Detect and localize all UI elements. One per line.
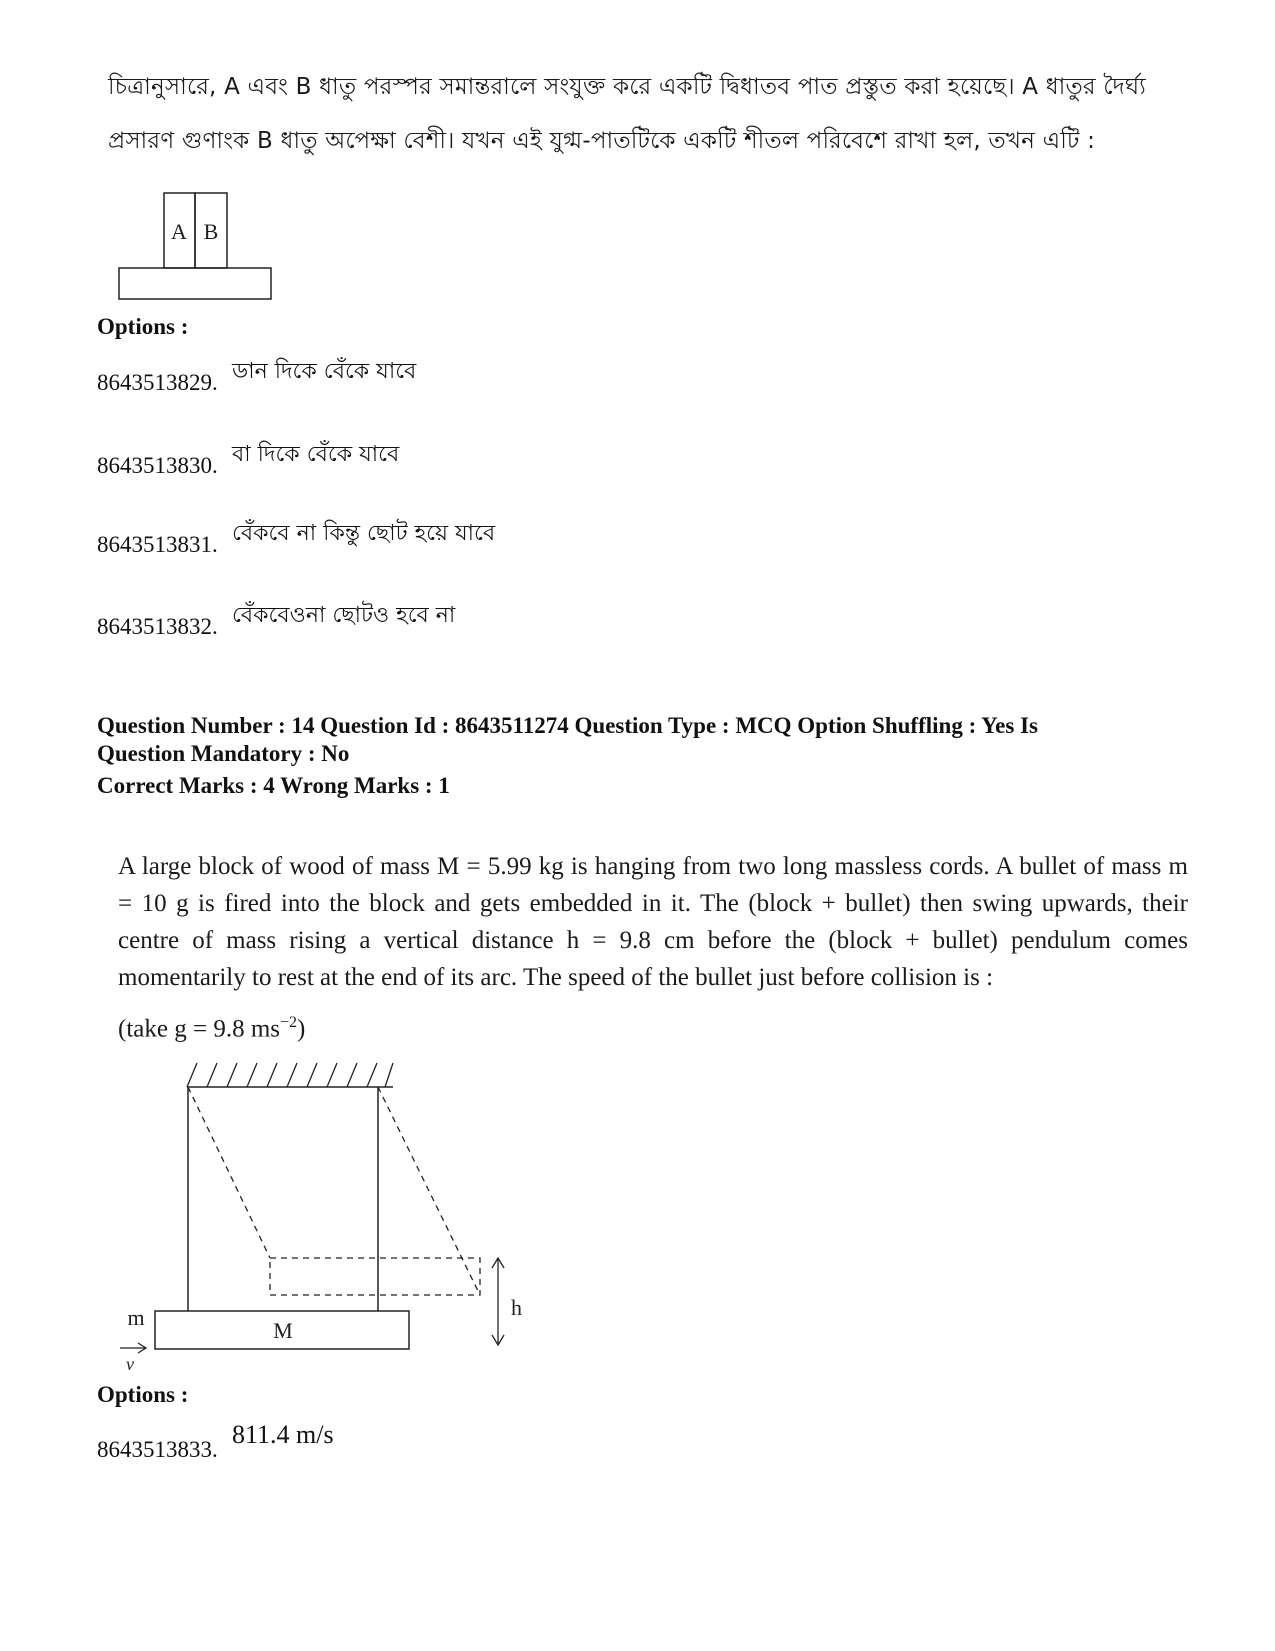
- option-text: ডান দিকে বেঁকে যাবে: [232, 359, 417, 384]
- question-14-text: [118, 848, 1188, 1047]
- label-a: A: [171, 219, 187, 244]
- option-id: 8643513829.: [97, 370, 218, 395]
- marks-line: Correct Marks : 4 Wrong Marks : 1: [97, 773, 450, 798]
- option-text: বেঁকবেওনা ছোটও হবে না: [232, 603, 456, 628]
- height-label: h: [511, 1295, 522, 1320]
- left-cord-swung: [188, 1087, 270, 1258]
- mass-label-M: M: [273, 1318, 293, 1343]
- label-b: B: [203, 219, 219, 244]
- option-id: 8643513831.: [97, 532, 218, 557]
- option-id: 8643513830.: [97, 453, 218, 478]
- option-text: 811.4 m/s: [232, 1420, 334, 1449]
- option-id: 8643513832.: [97, 614, 218, 639]
- base-block: [119, 268, 271, 299]
- right-cord-swung: [378, 1087, 480, 1295]
- question-13-text: [108, 60, 1188, 168]
- option-text: বা দিকে বেঁকে যাবে: [232, 442, 400, 467]
- bimetallic-strip-figure: [110, 185, 290, 310]
- question-meta-line-2: Question Mandatory : No: [97, 741, 350, 766]
- options-heading: Options :: [97, 1382, 189, 1407]
- question-14-meta: [97, 712, 1038, 800]
- option-id: 8643513833.: [97, 1437, 218, 1462]
- question-13-line-1: চিত্রানুসারে, A এবং B ধাতু পরস্পর সমান্তরালে সংযুক্ত করে একটি দ্বিধাতব পাত প্রস্তুত করা হয়েছে। A ধাতুর দৈর্ঘ্য: [108, 74, 1146, 100]
- question-meta-line-1: Question Number : 14 Question Id : 8643511274 Question Type : MCQ Option Shuffling : Yes Is: [97, 713, 1038, 738]
- displaced-block: [270, 1258, 480, 1295]
- velocity-label: v: [126, 1354, 134, 1374]
- ballistic-pendulum-figure: [110, 1055, 530, 1380]
- question-14-body: A large block of wood of mass M = 5.99 kg is hanging from two long massless cords. A bullet of mass m = 10 g is fired into the block and gets embedded in it. The (block + bullet) then swing upwards, their centre of mass rising a vertical distance h = 9.8 cm before the (block + bullet) pendulum comes momentarily to rest at the end of its arc. The speed of the bullet just before collision is :: [118, 853, 1188, 991]
- gravity-note: (take g = 9.8 $ms^{-2}$): [118, 1014, 306, 1043]
- question-13-line-2: প্রসারণ গুণাংক B ধাতু অপেক্ষা বেশী। যখন এই যুগ্ম-পাতটিকে একটি শীতল পরিবেশে রাখা হল, তখন এটি :: [108, 128, 1096, 154]
- mass-label-m: m: [127, 1305, 145, 1330]
- option-text: বেঁকবে না কিন্তু ছোট হয়ে যাবে: [232, 521, 496, 546]
- options-heading: Options :: [97, 314, 189, 339]
- ceiling-hatching: [187, 1063, 393, 1087]
